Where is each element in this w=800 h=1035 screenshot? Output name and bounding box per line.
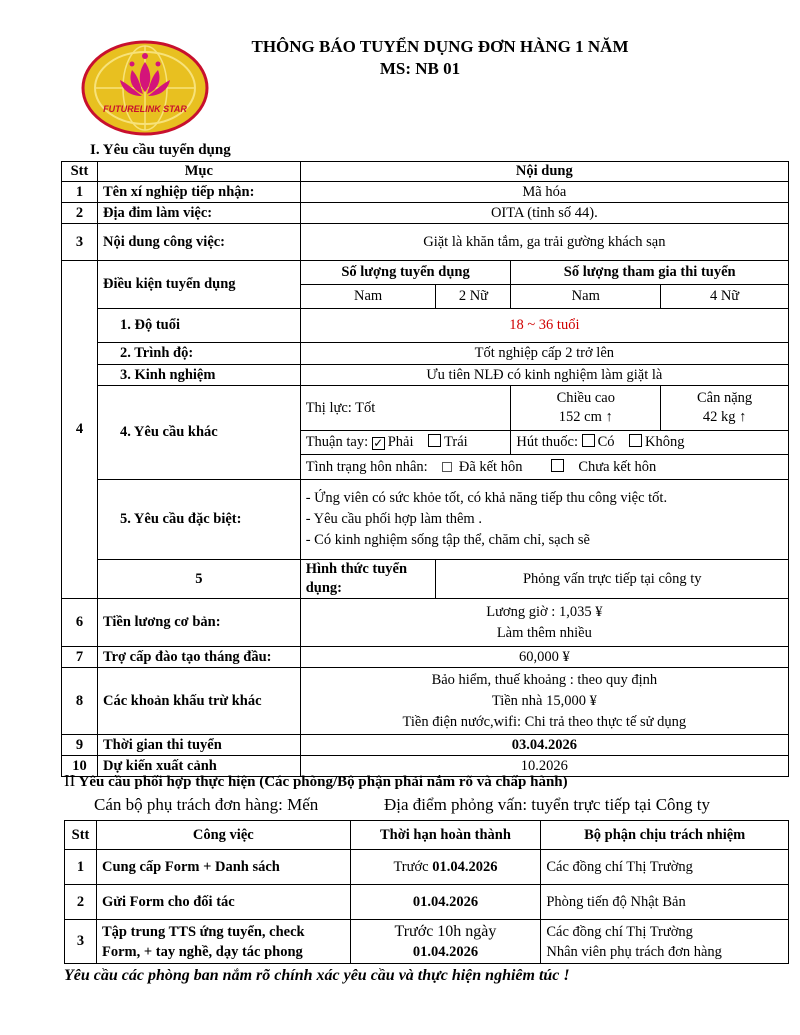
table-row bbox=[62, 365, 789, 386]
table-row bbox=[62, 224, 789, 261]
footer-note: Yêu cầu các phòng ban nắm rõ chính xác yêu cầu và thực hiện nghiêm túc ! bbox=[64, 967, 570, 984]
special-3: - Có kinh nghiệm sống tập thể, chăm chỉ, sạch sẽ bbox=[305, 532, 590, 548]
weight-label: Cân nặng bbox=[696, 390, 753, 406]
table-row bbox=[62, 309, 789, 343]
section2-roman: II bbox=[64, 771, 76, 790]
exp-value: Ưu tiên NLĐ có kinh nghiệm làm giặt là bbox=[300, 365, 788, 386]
other-label: 4. Yêu cầu khác bbox=[97, 386, 300, 480]
smoke-no: Không bbox=[645, 434, 685, 450]
checkbox-checked-icon: ✓ bbox=[373, 436, 384, 450]
deadline-date: 01.04.2026 bbox=[412, 943, 479, 960]
table-row bbox=[65, 885, 789, 920]
height-label: Chiều cao bbox=[556, 390, 615, 406]
section2-title: Yêu cầu phối hợp thực hiện (Các phòng/Bộ phận phải nắm rõ và chấp hành) bbox=[75, 774, 568, 790]
row-task: Tập trung TTS ứng tuyển, check Form, + tay nghề, dạy tác phong bbox=[96, 920, 350, 964]
deadline-prefix: Trước bbox=[393, 858, 433, 875]
checkbox-empty-icon bbox=[551, 459, 564, 472]
section1-heading: I. Yêu cầu tuyển dụng bbox=[90, 142, 231, 158]
row-dept: Các đồng chí Thị Trường bbox=[541, 850, 789, 885]
col-muc: Mục bbox=[97, 162, 300, 182]
col-task: Công việc bbox=[96, 821, 350, 850]
row-value: Phỏng vấn trực tiếp tại công ty bbox=[436, 560, 789, 599]
row-stt: 4 bbox=[62, 261, 98, 599]
col-noidung: Nội dung bbox=[300, 162, 788, 182]
table-row bbox=[62, 735, 789, 756]
vision: Thị lực: Tốt bbox=[300, 386, 511, 431]
row-label: Nội dung công việc: bbox=[97, 224, 300, 261]
deadline-date: 01.04.2026 bbox=[432, 858, 498, 875]
exam-female: 4 Nữ bbox=[661, 285, 789, 309]
table-row bbox=[62, 560, 789, 599]
row-stt: 3 bbox=[62, 224, 98, 261]
checkbox-empty-icon bbox=[629, 434, 642, 447]
row-stt: 10 bbox=[62, 756, 98, 777]
marital-single: Chưa kết hôn bbox=[578, 458, 657, 475]
row-value: 03.04.2026 bbox=[300, 735, 788, 756]
smoke-label: Hút thuốc: bbox=[516, 434, 578, 450]
special-label: 5. Yêu cầu đặc biệt: bbox=[97, 480, 300, 560]
age-value: 18 ~ 36 tuổi bbox=[300, 309, 788, 343]
height-value: 152 cm ↑ bbox=[558, 409, 613, 425]
row-label: Địa đim làm việc: bbox=[97, 203, 300, 224]
order-manager: Cán bộ phụ trách đơn hàng: Mến bbox=[94, 795, 319, 814]
row-value: 60,000 ¥ bbox=[300, 647, 788, 668]
salary-hourly: Lương giờ : 1,035 ¥ bbox=[486, 603, 603, 620]
section2-heading bbox=[64, 771, 568, 791]
company-logo bbox=[80, 40, 210, 136]
row-stt: 9 bbox=[62, 735, 98, 756]
row-value: OITA (tỉnh số 44). bbox=[300, 203, 788, 224]
row-stt: 7 bbox=[62, 647, 98, 668]
row-task: Gửi Form cho đối tác bbox=[96, 885, 350, 920]
row-stt: 6 bbox=[62, 599, 98, 647]
row-deadline bbox=[350, 850, 541, 885]
coordination-table bbox=[64, 820, 789, 964]
special-1: - Ứng viên có sức khỏe tốt, có khả năng tiếp thu công việc tốt. bbox=[305, 490, 668, 506]
table-row bbox=[62, 668, 789, 735]
col-stt: Stt bbox=[65, 821, 97, 850]
logo-text: FUTURELINK STAR bbox=[103, 104, 187, 114]
requirements-table bbox=[61, 161, 789, 777]
smoke-cell bbox=[511, 431, 789, 455]
row-label: Dự kiến xuất cảnh bbox=[97, 756, 300, 777]
table-row bbox=[62, 386, 789, 431]
row-stt: 2 bbox=[65, 885, 97, 920]
hand-right: Phải bbox=[387, 434, 414, 450]
exp-label: 3. Kinh nghiệm bbox=[97, 365, 300, 386]
qty-header: Số lượng tuyển dụng bbox=[300, 261, 511, 285]
row-value bbox=[300, 599, 788, 647]
weight-cell bbox=[661, 386, 789, 431]
marital-married: Đã kết hôn bbox=[458, 458, 523, 475]
hand-left: Trái bbox=[444, 434, 468, 450]
row-dept: Phòng tiến độ Nhật Bản bbox=[541, 885, 789, 920]
row-label: Thời gian thi tuyển bbox=[97, 735, 300, 756]
row-value bbox=[300, 668, 788, 735]
row-label: Tiền lương cơ bản: bbox=[97, 599, 300, 647]
table-row bbox=[62, 203, 789, 224]
col-dept: Bộ phận chịu trách nhiệm bbox=[541, 821, 789, 850]
deduction-3: Tiền điện nước,wifi: Chi trả theo thực tế sử dụng bbox=[402, 713, 687, 730]
qty-male: Nam bbox=[300, 285, 436, 309]
row-label: Các khoản khấu trừ khác bbox=[97, 668, 300, 735]
table-row bbox=[65, 850, 789, 885]
interview-location: Địa điểm phỏng vấn: tuyển trực tiếp tại Công ty bbox=[384, 795, 711, 814]
table-row bbox=[62, 182, 789, 203]
hand-label: Thuận tay: bbox=[305, 434, 369, 450]
dept-1: Các đồng chí Thị Trường bbox=[546, 923, 693, 940]
height-cell bbox=[511, 386, 661, 431]
col-stt: Stt bbox=[62, 162, 98, 182]
row-stt: 5 bbox=[97, 560, 300, 599]
title-text: THÔNG BÁO TUYỂN DỤNG ĐƠN HÀNG 1 NĂM bbox=[251, 37, 629, 56]
row-deadline bbox=[350, 920, 541, 964]
document-title bbox=[200, 36, 680, 80]
order-code: MS: NB 01 bbox=[379, 59, 461, 78]
checkbox-empty-icon bbox=[582, 434, 595, 447]
row-dept bbox=[541, 920, 789, 964]
smoke-yes: Có bbox=[597, 434, 615, 450]
age-label: 1. Độ tuổi bbox=[97, 309, 300, 343]
row-value: Mã hóa bbox=[300, 182, 788, 203]
special-cell bbox=[300, 480, 788, 560]
row-stt: 8 bbox=[62, 668, 98, 735]
row-stt: 2 bbox=[62, 203, 98, 224]
edu-label: 2. Trình độ: bbox=[97, 343, 300, 365]
table-row bbox=[62, 261, 789, 285]
edu-value: Tốt nghiệp cấp 2 trở lên bbox=[300, 343, 788, 365]
row-label: Tên xí nghiệp tiếp nhận: bbox=[97, 182, 300, 203]
special-2: - Yêu cầu phối hợp làm thêm . bbox=[305, 511, 482, 527]
exam-header: Số lượng tham gia thi tuyển bbox=[511, 261, 789, 285]
deadline-prefix: Trước 10h ngày bbox=[394, 922, 497, 940]
table-row bbox=[62, 647, 789, 668]
row-task: Cung cấp Form + Danh sách bbox=[96, 850, 350, 885]
table-header-row bbox=[65, 821, 789, 850]
exam-male: Nam bbox=[511, 285, 661, 309]
checkbox-empty-icon bbox=[442, 462, 452, 472]
conditions-label: Điều kiện tuyển dụng bbox=[97, 261, 300, 309]
marital-label: Tình trạng hôn nhân: bbox=[305, 458, 428, 475]
row-stt: 3 bbox=[65, 920, 97, 964]
weight-value: 42 kg ↑ bbox=[702, 409, 747, 425]
table-row bbox=[65, 920, 789, 964]
table-row bbox=[62, 599, 789, 647]
deduction-1: Bảo hiểm, thuế khoảng : theo quy định bbox=[431, 671, 658, 688]
row-value: Giặt là khăn tắm, ga trải gường khách sạn bbox=[300, 224, 788, 261]
table-row bbox=[62, 343, 789, 365]
marital-cell bbox=[300, 455, 788, 480]
row-label: Trợ cấp đào tạo tháng đầu: bbox=[97, 647, 300, 668]
checkbox-empty-icon bbox=[428, 434, 441, 447]
deduction-2: Tiền nhà 15,000 ¥ bbox=[491, 692, 597, 709]
col-deadline: Thời hạn hoàn thành bbox=[350, 821, 541, 850]
hand-cell bbox=[300, 431, 511, 455]
table-header-row bbox=[62, 162, 789, 182]
qty-female: 2 Nữ bbox=[436, 285, 511, 309]
row-deadline: 01.04.2026 bbox=[350, 885, 541, 920]
row-value: 10.2026 bbox=[300, 756, 788, 777]
salary-overtime: Làm thêm nhiều bbox=[496, 624, 592, 641]
row-stt: 1 bbox=[65, 850, 97, 885]
dept-2: Nhân viên phụ trách đơn hàng bbox=[546, 943, 722, 960]
row-label: Hình thức tuyển dụng: bbox=[300, 560, 436, 599]
table-row bbox=[62, 480, 789, 560]
row-stt: 1 bbox=[62, 182, 98, 203]
